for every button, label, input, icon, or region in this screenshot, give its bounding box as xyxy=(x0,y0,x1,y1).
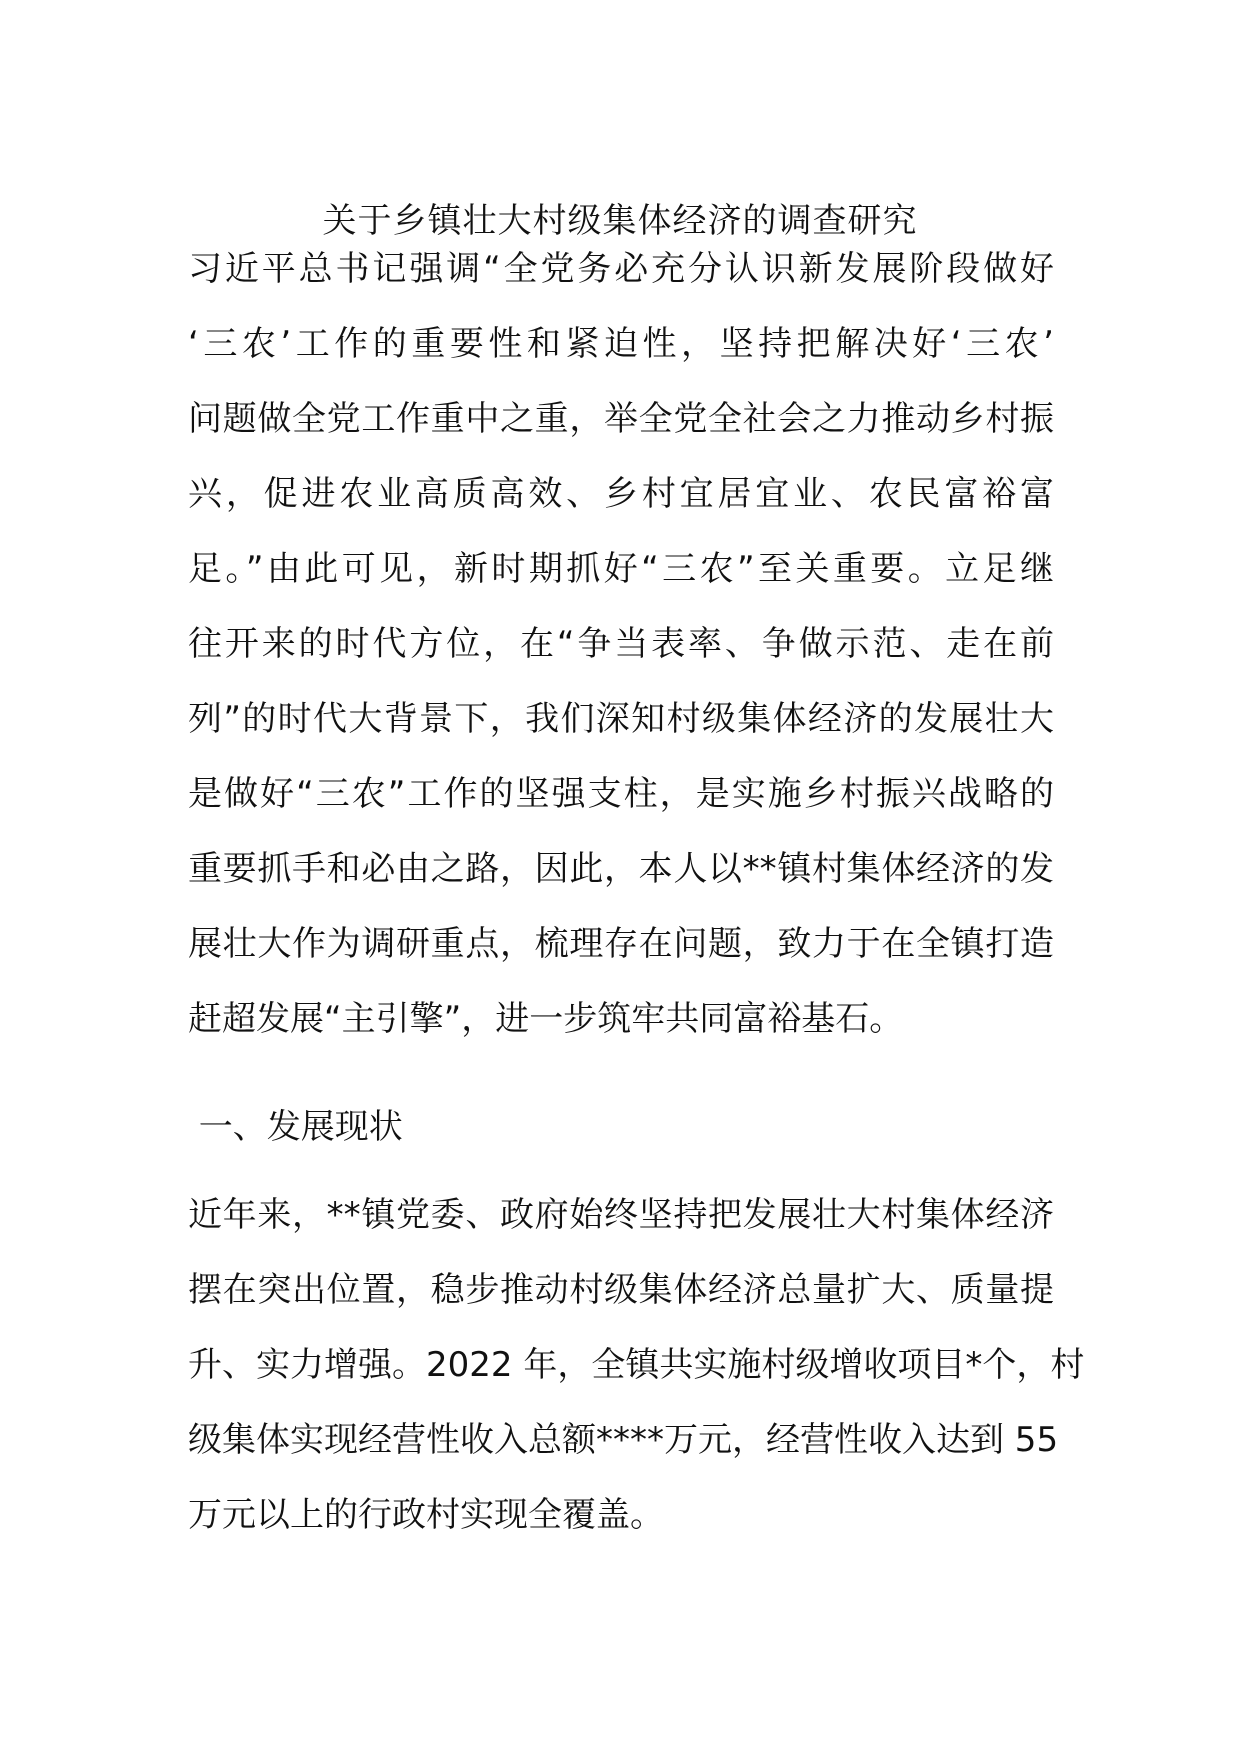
document-title: 关于乡镇壮大村级集体经济的调查研究 xyxy=(322,200,918,241)
intro-line: 问题做全党工作重中之重，举全党全社会之力推动乡村振 xyxy=(188,399,1054,439)
status-line: 近年来，**镇党委、政府始终坚持把发展壮大村集体经济 xyxy=(188,1195,1054,1235)
status-line: 升、实力增强。2022 年，全镇共实施村级增收项目*个，村 xyxy=(188,1345,1085,1385)
intro-line: 往开来的时代方位，在“争当表率、争做示范、走在前 xyxy=(188,624,1054,664)
intro-line: 兴，促进农业高质高效、乡村宜居宜业、农民富裕富 xyxy=(188,474,1054,514)
intro-line: ‘三农’工作的重要性和紧迫性，坚持把解决好‘三农’ xyxy=(188,324,1054,364)
intro-paragraph xyxy=(188,232,1054,1057)
intro-line: 足。”由此可见，新时期抓好“三农”至关重要。立足继 xyxy=(188,549,1054,589)
section-heading: 一、发展现状 xyxy=(188,1107,403,1147)
intro-line: 列”的时代大背景下，我们深知村级集体经济的发展壮大 xyxy=(188,699,1054,739)
intro-line: 展壮大作为调研重点，梳理存在问题，致力于在全镇打造 xyxy=(188,924,1054,964)
intro-line: 赶超发展“主引擎”，进一步筑牢共同富裕基石。 xyxy=(188,999,904,1039)
intro-line: 习近平总书记强调“全党务必充分认识新发展阶段做好 xyxy=(188,249,1054,289)
status-line: 摆在突出位置，稳步推动村级集体经济总量扩大、质量提 xyxy=(188,1270,1054,1310)
intro-line: 是做好“三农”工作的坚强支柱，是实施乡村振兴战略的 xyxy=(188,774,1054,814)
status-line: 级集体实现经营性收入总额****万元，经营性收入达到 55 xyxy=(188,1420,1059,1460)
status-line: 万元以上的行政村实现全覆盖。 xyxy=(188,1495,664,1535)
intro-line: 重要抓手和必由之路，因此，本人以**镇村集体经济的发 xyxy=(188,849,1054,889)
status-paragraph xyxy=(188,1178,1085,1553)
